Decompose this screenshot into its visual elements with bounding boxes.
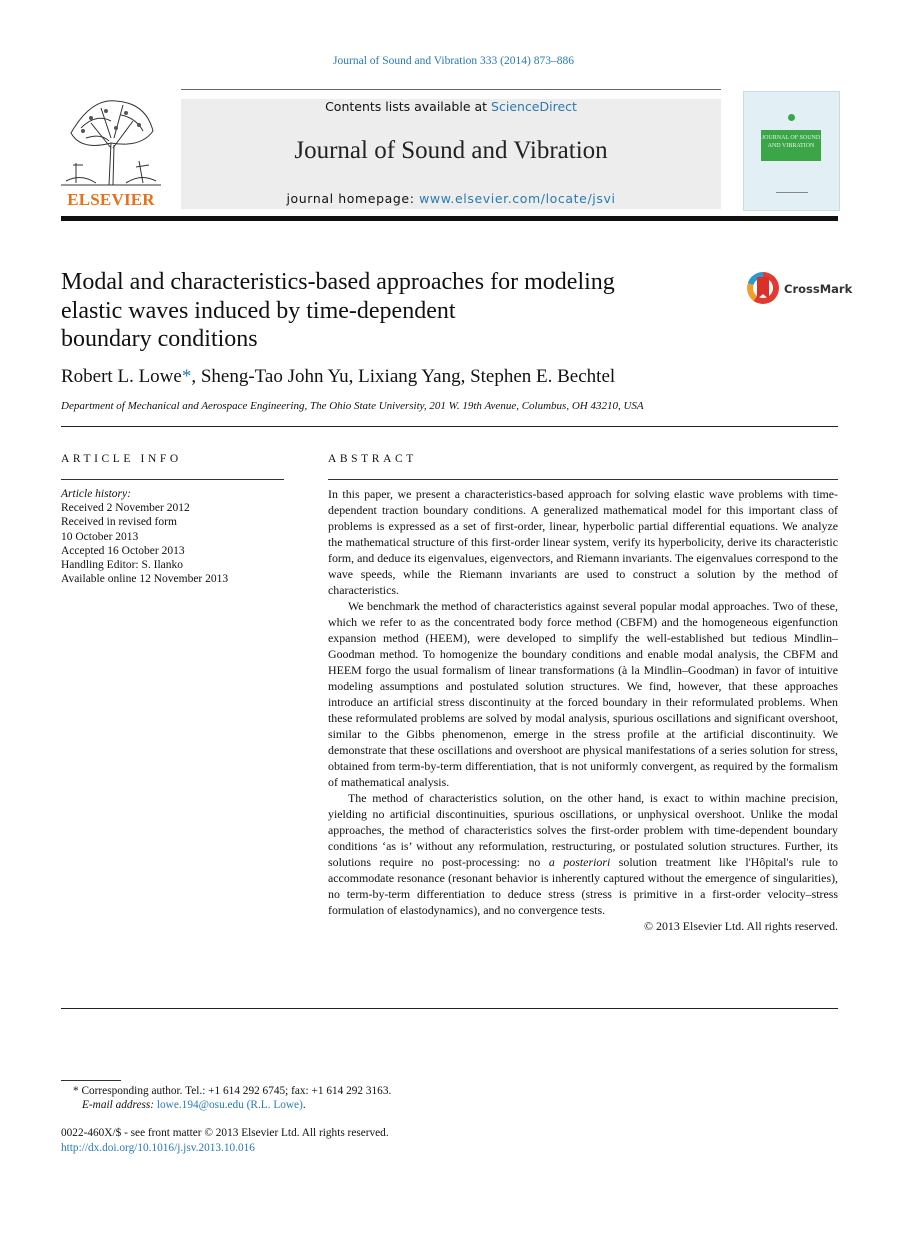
cover-logo-icon [788,114,795,121]
homepage-link[interactable]: www.elsevier.com/locate/jsvi [419,191,616,206]
abstract-body [328,486,838,934]
issn-block [61,1126,389,1156]
crossmark-icon [747,272,779,304]
doi-link[interactable]: http://dx.doi.org/10.1016/j.jsv.2013.10.016 [61,1142,255,1154]
email-label: E-mail address: [82,1099,157,1111]
crossmark-label: CrossMark [784,282,853,296]
crossmark-button[interactable] [747,272,853,308]
header-rule [61,426,838,427]
journal-name: Journal of Sound and Vibration [294,137,608,164]
abstract-rule [328,479,838,480]
author-list [61,366,615,388]
contents-prefix: Contents lists available at [325,99,492,114]
affiliation: Department of Mechanical and Aerospace Engineering, The Ohio State University, 201 W. 19th Avenue, Columbus, OH 43210, USA [61,400,644,412]
corresponding-author-link[interactable]: * [181,366,192,387]
masthead-bottom-rule [61,216,838,221]
homepage-line [181,191,721,206]
history-item: Received 2 November 2012 [61,502,190,515]
article-info-rule [61,479,284,480]
cover-title: JOURNAL OF SOUND AND VIBRATION [761,130,821,161]
sciencedirect-link[interactable]: ScienceDirect [491,99,577,114]
title-line: elastic waves induced by time-dependent [61,297,456,324]
history-title: Article history: [61,488,131,500]
history-item: Received in revised form [61,516,177,529]
author-names-rest: , Sheng-Tao John Yu, Lixiang Yang, Stephen E. Bechtel [191,366,616,387]
abstract-heading: ABSTRACT [328,453,417,465]
title-line: boundary conditions [61,326,258,352]
journal-reference[interactable]: Journal of Sound and Vibration 333 (2014) 873–886 [333,55,574,67]
email-footnote [82,1099,306,1111]
abstract-paragraph: We benchmark the method of characteristics against several popular modal approaches. Two of these, which we refer to as the concentrated body force method (CBFM) and the homogeneous eigenfunction expansion method (HEEM), were developed to simplify the well-established but tedious Mindlin–Goodman method. To homogenize the boundary conditions and enable modal analysis, the CBFM and HEEM forgo the usual formalism of linear transformations (à la Mindlin–Goodman) in favor of intuitive modeling assumptions and postulated solution structures. We find, however, that these approaches introduce an artificial stress discontinuity at the forced boundary in their reformulated problems. When these reformulated problems are solved by modal analysis, spurious oscillations and significant overshoot, similar to the Gibbs phenomenon, emerge in the stress profile at the artificial discontinuity. We demonstrate that these oscillations and overshoot are physical manifestations of a series solution for stress, obtained from term-by-term differentiation, that is not uniformly convergent, as required by the formalism of mathematical analysis. [328,599,838,789]
abstract-end-rule [61,1008,838,1009]
author-name: Robert L. Lowe [61,366,182,387]
abstract-text: The method of characteristics solution, on the other hand, is exact to within machine precision, yielding no artificial discontinuities, spurious oscillations, or unphysical overshoot. Unlike the modal approaches, the method of characteristics solves the first-order problem with time-dependent boundary conditions ‘as is’ without any reformulation, restructuring, or postulated solution structures. Further, its solutions require no post-processing: no [328,791,838,869]
email-end: . [302,1099,306,1111]
history-item: 10 October 2013 [61,530,139,543]
abstract-italic-text: a posteriori [548,855,611,869]
history-item: Accepted 16 October 2013 [61,544,185,557]
elsevier-logo[interactable] [61,93,161,211]
masthead [181,99,721,209]
publisher-wordmark: ELSEVIER [67,190,155,209]
contents-line [181,99,721,114]
issn-line: 0022-460X/$ - see front matter © 2013 Elsevier Ltd. All rights reserved. [61,1127,389,1139]
corresponding-author-footnote: * Corresponding author. Tel.: +1 614 292 6745; fax: +1 614 292 3163. [73,1085,392,1097]
title-line: Modal and characteristics-based approaches for modeling [61,269,615,295]
homepage-prefix: journal homepage: [286,191,420,206]
email-link[interactable]: lowe.194@osu.edu (R.L. Lowe) [156,1099,303,1111]
masthead-top-rule [181,89,721,90]
article-info-heading: ARTICLE INFO [61,453,182,465]
footnote-rule [61,1080,121,1081]
history-item: Handling Editor: S. Ilanko [61,559,184,572]
abstract-paragraph [328,790,838,918]
article-history [61,487,228,586]
journal-cover-thumbnail[interactable] [743,91,840,211]
article-title [61,268,731,354]
cover-publisher-mark [776,192,808,203]
copyright-notice: © 2013 Elsevier Ltd. All rights reserved. [644,919,838,933]
abstract-paragraph: In this paper, we present a characteristics-based approach for solving elastic wave problems with time-dependent traction boundary conditions. A generalized mathematical model for this important class of problems is expressed as a set of first-order, linear, hyperbolic partial differential equations. We analyze the mathematical structure of this first-order linear system, verify its hyperbolicity, derive its characteristic form, and deduce its eigenvalues, eigenvectors, and Riemann invariants. The eigenvalues correspond to the wave speeds, while the Riemann invariants are used to construct a solution by the method of characteristics. [328,487,838,597]
abstract-text: solution treatment like l'Hôpital's rule to accommodate resonance (resonant behavior is inherently captured without the emergence of singularities), no term-by-term differentiation to deduce stress (stress is primitive in a first-order velocity–stress formulation of elastodynamics), and no convergence tests. [328,855,838,917]
tree-icon [61,93,161,189]
history-item: Available online 12 November 2013 [61,573,229,586]
